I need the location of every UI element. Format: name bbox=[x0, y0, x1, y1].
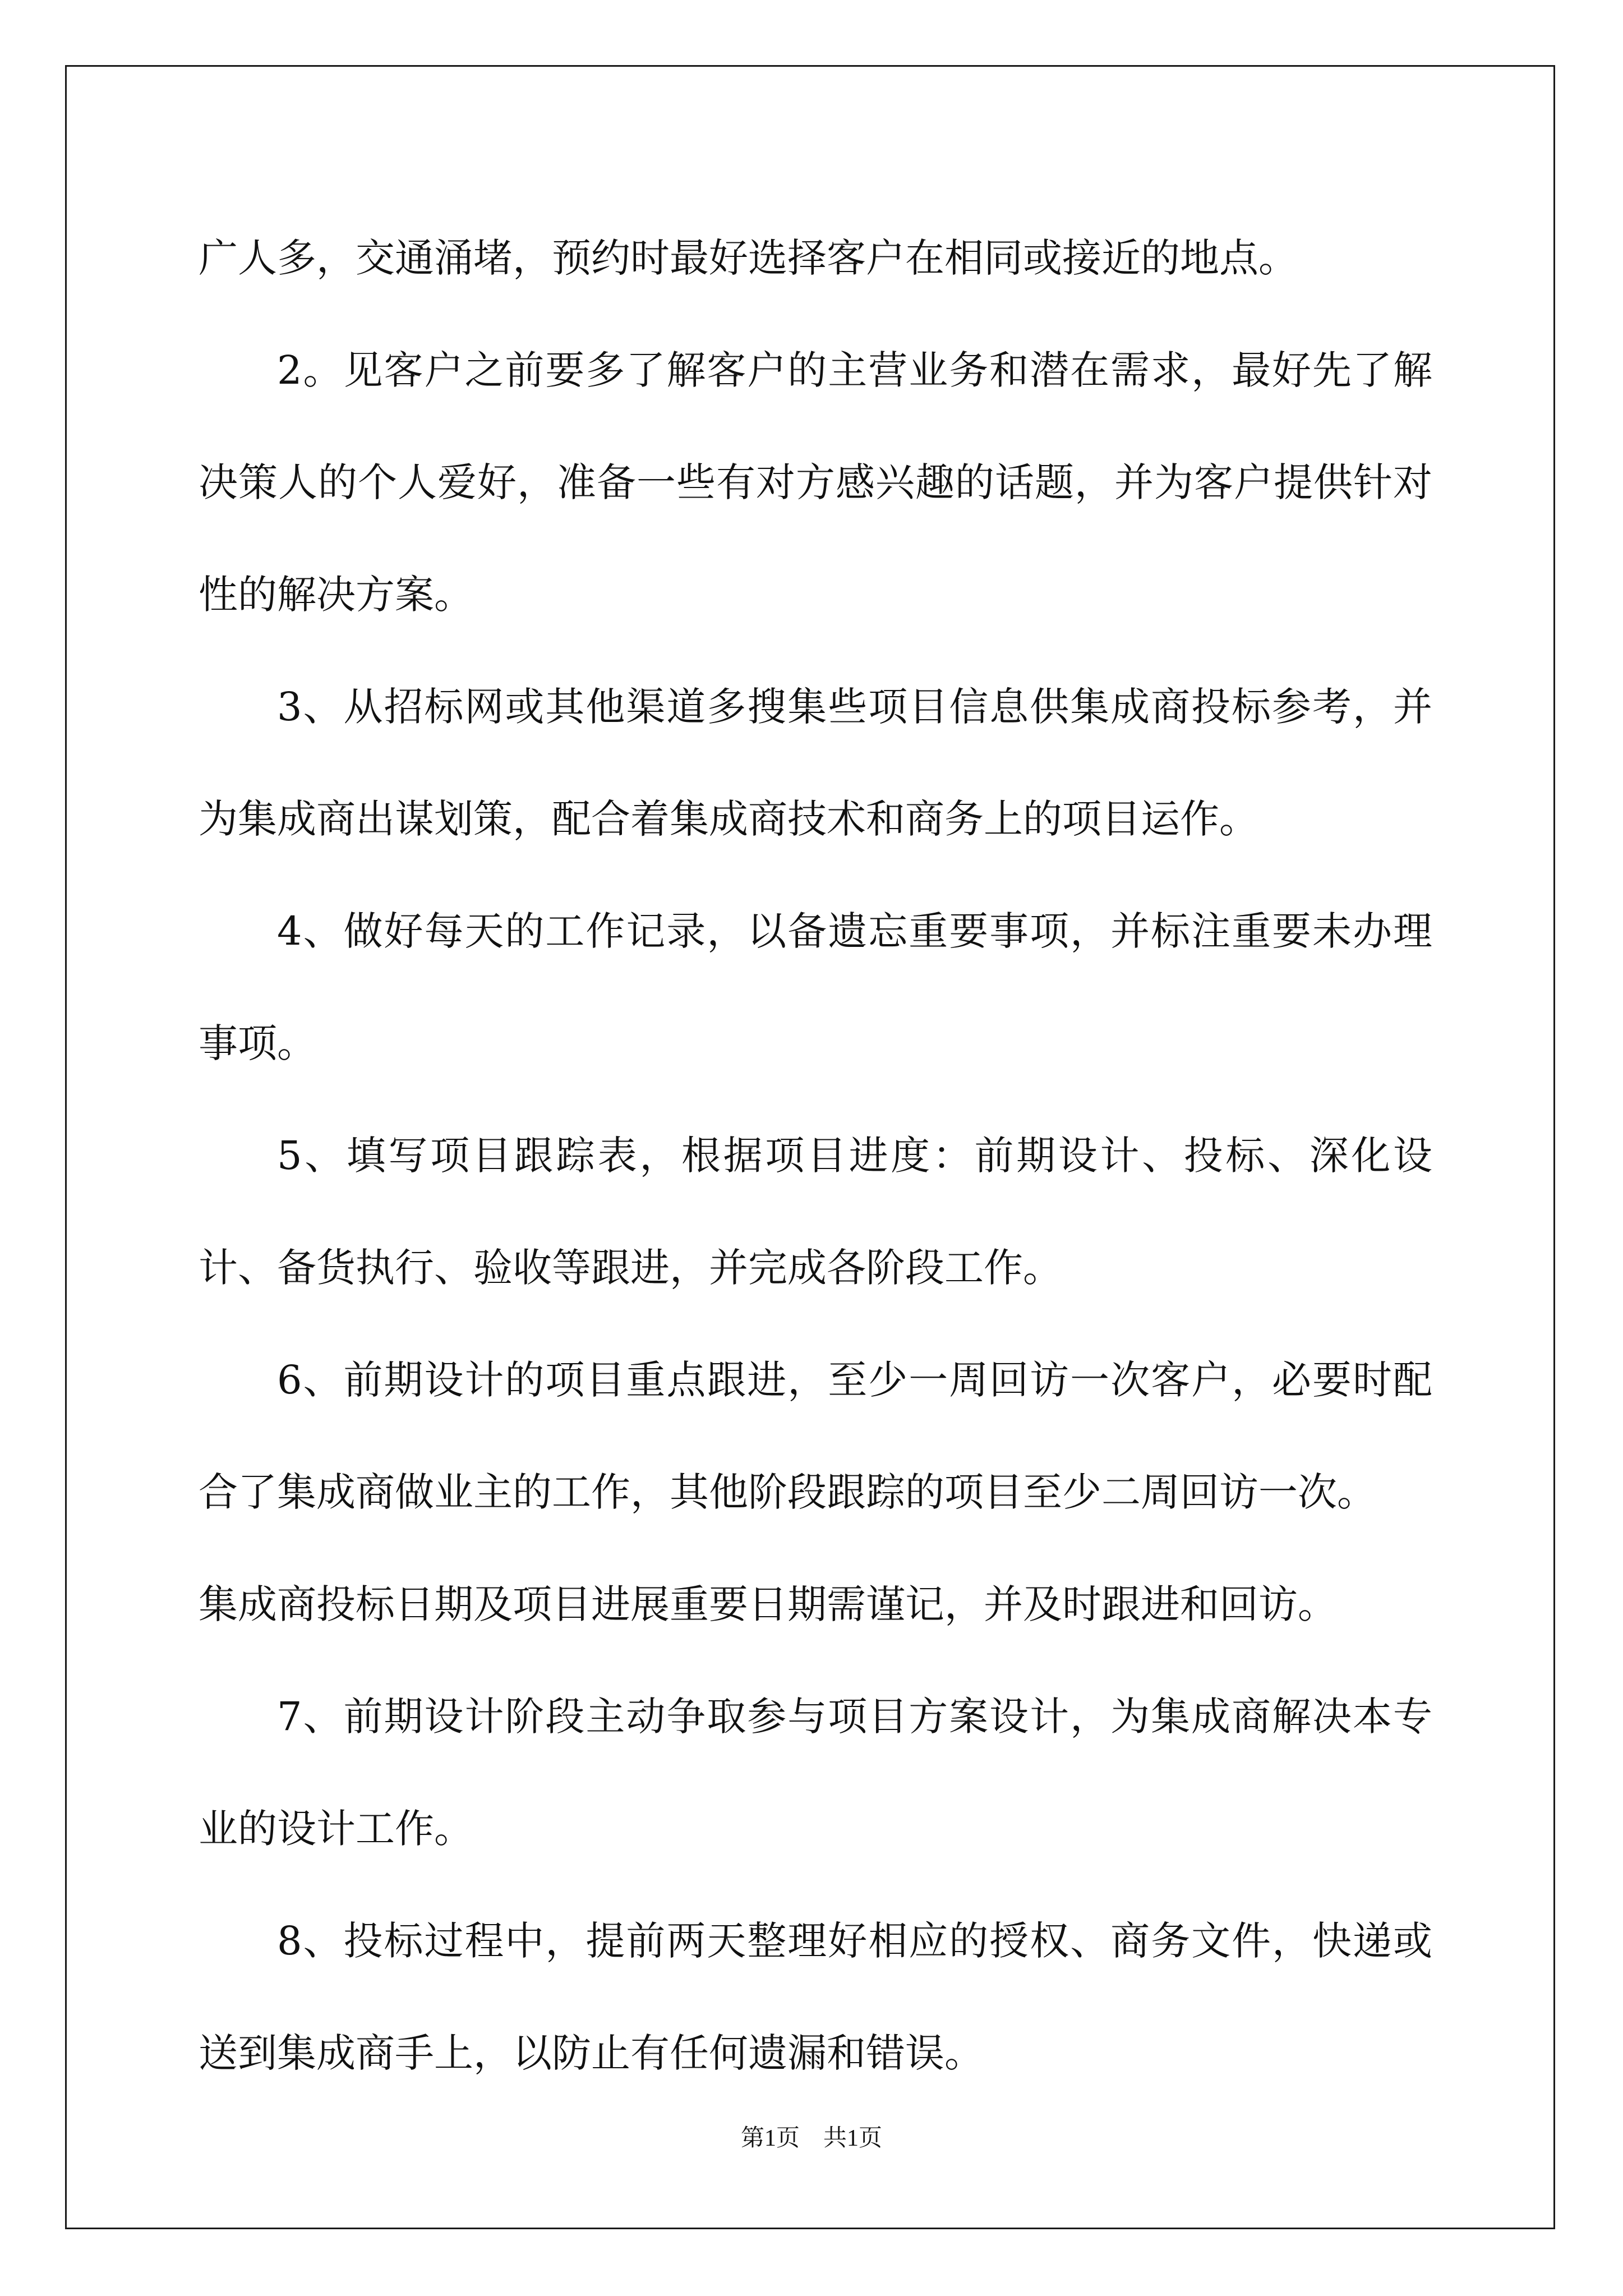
paragraph: 3、从招标网或其他渠道多搜集些项目信息供集成商投标参考，并为集成商出谋划策，配合着集成商技术和商务上的项目运作。 bbox=[199, 684, 1432, 842]
paragraph: 集成商投标日期及项目进展重要日期需谨记，并及时跟进和回访。 bbox=[199, 1581, 1337, 1627]
page-footer: 第1页 共1页 bbox=[740, 2125, 882, 2151]
paragraph: 2。见客户之前要多了解客户的主营业务和潜在需求，最好先了解决策人的个人爱好，准备一些有对方感兴趣的话题，并为客户提供针对性的解决方案。 bbox=[199, 347, 1432, 618]
paragraph: 广人多，交通涌堵，预约时最好选择客户在相同或接近的地点。 bbox=[199, 235, 1298, 281]
paragraph: 8、投标过程中，提前两天整理好相应的授权、商务文件，快递或送到集成商手上，以防止有任何遗漏和错误。 bbox=[199, 1918, 1432, 2076]
paragraph: 6、前期设计的项目重点跟进，至少一周回访一次客户，必要时配合了集成商做业主的工作，其他阶段跟踪的项目至少二周回访一次。 bbox=[199, 1357, 1432, 1515]
paragraph: 4、做好每天的工作记录，以备遗忘重要事项，并标注重要未办理事项。 bbox=[199, 908, 1432, 1066]
document-body bbox=[199, 202, 1432, 2109]
paragraph: 7、前期设计阶段主动争取参与项目方案设计，为集成商解决本专业的设计工作。 bbox=[199, 1694, 1432, 1852]
paragraph: 5、填写项目跟踪表，根据项目进度：前期设计、投标、深化设计、备货执行、验收等跟进，并完成各阶段工作。 bbox=[199, 1133, 1432, 1291]
